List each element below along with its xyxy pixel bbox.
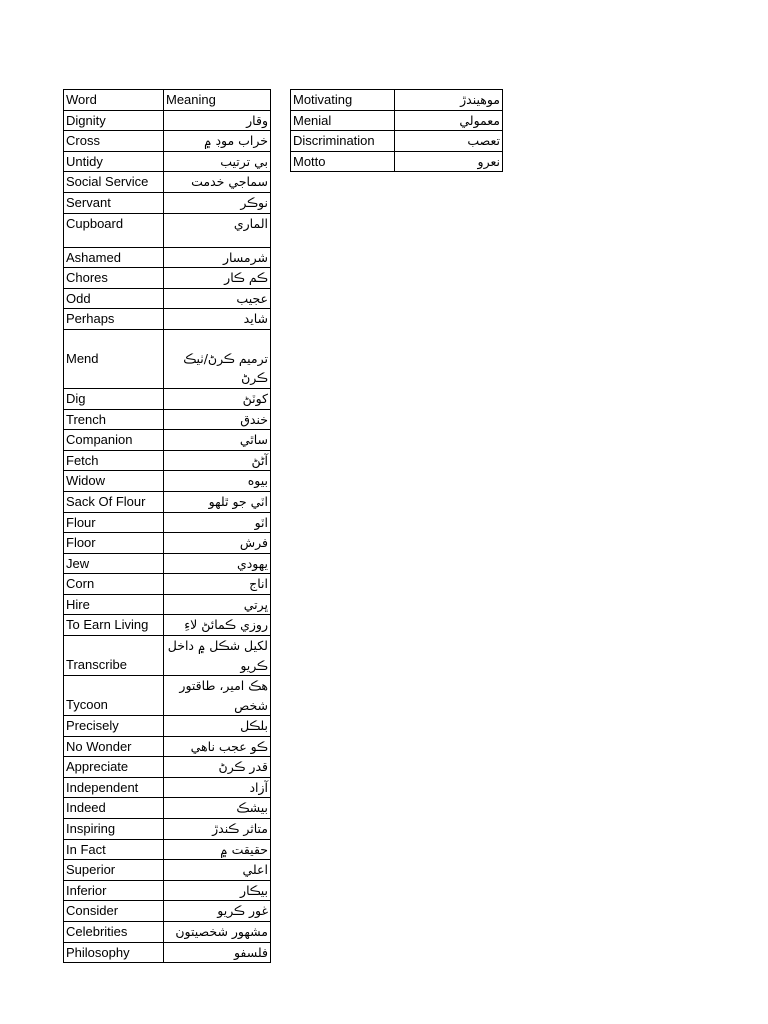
table-row (64, 574, 271, 595)
word-cell: Ashamed (64, 247, 164, 268)
word-cell: Appreciate (64, 757, 164, 778)
table-row (64, 553, 271, 574)
word-cell: Menial (291, 110, 395, 131)
meaning-cell: اٽو (164, 512, 271, 533)
word-cell: Chores (64, 268, 164, 289)
meaning-cell: اناج (164, 574, 271, 595)
table-row (64, 922, 271, 943)
meaning-cell: آزاد (164, 777, 271, 798)
table-row (64, 110, 271, 131)
table-row (64, 288, 271, 309)
meaning-cell: هڪ امير، طاقتور شخص (164, 676, 271, 716)
table-row (64, 819, 271, 840)
meaning-cell: ترميم ڪرڻ/ٺيڪ ڪرڻ (164, 329, 271, 388)
meaning-cell: معمولي (395, 110, 503, 131)
meaning-cell: تعصب (395, 131, 503, 152)
table-row (64, 901, 271, 922)
word-cell: Independent (64, 777, 164, 798)
table-row (64, 309, 271, 330)
word-cell: No Wonder (64, 736, 164, 757)
word-cell: Servant (64, 192, 164, 213)
meaning-cell: آڻڻ (164, 450, 271, 471)
meaning-cell: سماجي خدمت (164, 172, 271, 193)
word-cell: Hire (64, 594, 164, 615)
meaning-cell: اعلي (164, 860, 271, 881)
meaning-cell: خراب موڊ ۾ (164, 131, 271, 152)
table-row (64, 676, 271, 716)
meaning-cell: يهودي (164, 553, 271, 574)
extra-vocabulary-table-body (291, 90, 503, 172)
meaning-cell: ساٿي (164, 430, 271, 451)
table-row (64, 839, 271, 860)
word-cell: Inspiring (64, 819, 164, 840)
word-cell: To Earn Living (64, 615, 164, 636)
word-cell: Superior (64, 860, 164, 881)
meaning-cell: بلڪل (164, 716, 271, 737)
table-row (64, 880, 271, 901)
meaning-cell: حقيقت ۾ (164, 839, 271, 860)
table-row (64, 533, 271, 554)
table-row (64, 329, 271, 388)
word-cell: Tycoon (64, 676, 164, 716)
table-row (64, 192, 271, 213)
meaning-cell: بيشڪ (164, 798, 271, 819)
word-cell: Mend (64, 329, 164, 388)
word-cell: Untidy (64, 151, 164, 172)
word-cell: Precisely (64, 716, 164, 737)
table-row (291, 131, 503, 152)
meaning-cell: بيوه (164, 471, 271, 492)
meaning-cell: بيڪار (164, 880, 271, 901)
meaning-cell: موهيندڙ (395, 90, 503, 111)
meaning-cell: شرمسار (164, 247, 271, 268)
table-row (64, 131, 271, 152)
meaning-cell: کوٽڻ (164, 388, 271, 409)
meaning-cell: اٽي جو ٿلهو (164, 491, 271, 512)
meaning-cell: روزي ڪمائڻ لاءِ (164, 615, 271, 636)
table-row (64, 268, 271, 289)
word-cell: Odd (64, 288, 164, 309)
word-cell: Widow (64, 471, 164, 492)
table-row (64, 860, 271, 881)
table-row (64, 777, 271, 798)
word-cell: Perhaps (64, 309, 164, 330)
vocabulary-table-body (64, 90, 271, 963)
word-cell: Corn (64, 574, 164, 595)
meaning-cell: ڪم ڪار (164, 268, 271, 289)
meaning-cell: ڀرتي (164, 594, 271, 615)
table-row (64, 430, 271, 451)
word-cell: Companion (64, 430, 164, 451)
meaning-cell: قدر ڪرڻ (164, 757, 271, 778)
meaning-cell: غور ڪريو (164, 901, 271, 922)
word-cell: Celebrities (64, 922, 164, 943)
table-row (64, 172, 271, 193)
meaning-cell: مشهور شخصيتون (164, 922, 271, 943)
header-row (64, 90, 271, 111)
meaning-cell: فلسفو (164, 942, 271, 963)
word-cell: Indeed (64, 798, 164, 819)
word-cell: Transcribe (64, 636, 164, 676)
meaning-cell: خندق (164, 409, 271, 430)
word-cell: Trench (64, 409, 164, 430)
word-cell: Discrimination (291, 131, 395, 152)
word-cell: Flour (64, 512, 164, 533)
word-cell: Inferior (64, 880, 164, 901)
table-row (64, 512, 271, 533)
word-cell: Philosophy (64, 942, 164, 963)
table-row (64, 491, 271, 512)
table-row (291, 110, 503, 131)
table-row (64, 757, 271, 778)
word-cell: Motto (291, 151, 395, 172)
table-row (64, 213, 271, 247)
word-cell: Consider (64, 901, 164, 922)
table-row (64, 615, 271, 636)
word-cell: Social Service (64, 172, 164, 193)
word-cell: In Fact (64, 839, 164, 860)
table-row (64, 471, 271, 492)
meaning-cell: شايد (164, 309, 271, 330)
word-cell: Cross (64, 131, 164, 152)
meaning-cell: ڪو عجب ناهي (164, 736, 271, 757)
meaning-cell: نعرو (395, 151, 503, 172)
header-word: Word (64, 90, 164, 111)
word-cell: Floor (64, 533, 164, 554)
table-row (291, 151, 503, 172)
word-cell: Motivating (291, 90, 395, 111)
meaning-cell: بي ترتيب (164, 151, 271, 172)
word-cell: Dig (64, 388, 164, 409)
table-row (64, 247, 271, 268)
header-meaning: Meaning (164, 90, 271, 111)
table-row (64, 151, 271, 172)
table-row (291, 90, 503, 111)
meaning-cell: نوڪر (164, 192, 271, 213)
word-cell: Dignity (64, 110, 164, 131)
meaning-cell: فرش (164, 533, 271, 554)
table-row (64, 409, 271, 430)
table-row (64, 594, 271, 615)
word-cell: Jew (64, 553, 164, 574)
table-row (64, 798, 271, 819)
table-row (64, 942, 271, 963)
table-row (64, 450, 271, 471)
meaning-cell: متاثر ڪندڙ (164, 819, 271, 840)
extra-vocabulary-table (290, 89, 503, 172)
table-row (64, 636, 271, 676)
table-row (64, 736, 271, 757)
meaning-cell: وقار (164, 110, 271, 131)
meaning-cell: عجيب (164, 288, 271, 309)
word-cell: Fetch (64, 450, 164, 471)
meaning-cell: لکيل شڪل ۾ داخل ڪريو (164, 636, 271, 676)
table-row (64, 388, 271, 409)
table-row (64, 716, 271, 737)
meaning-cell: الماري (164, 213, 271, 247)
vocabulary-table (63, 89, 271, 963)
word-cell: Sack Of Flour (64, 491, 164, 512)
word-cell: Cupboard (64, 213, 164, 247)
